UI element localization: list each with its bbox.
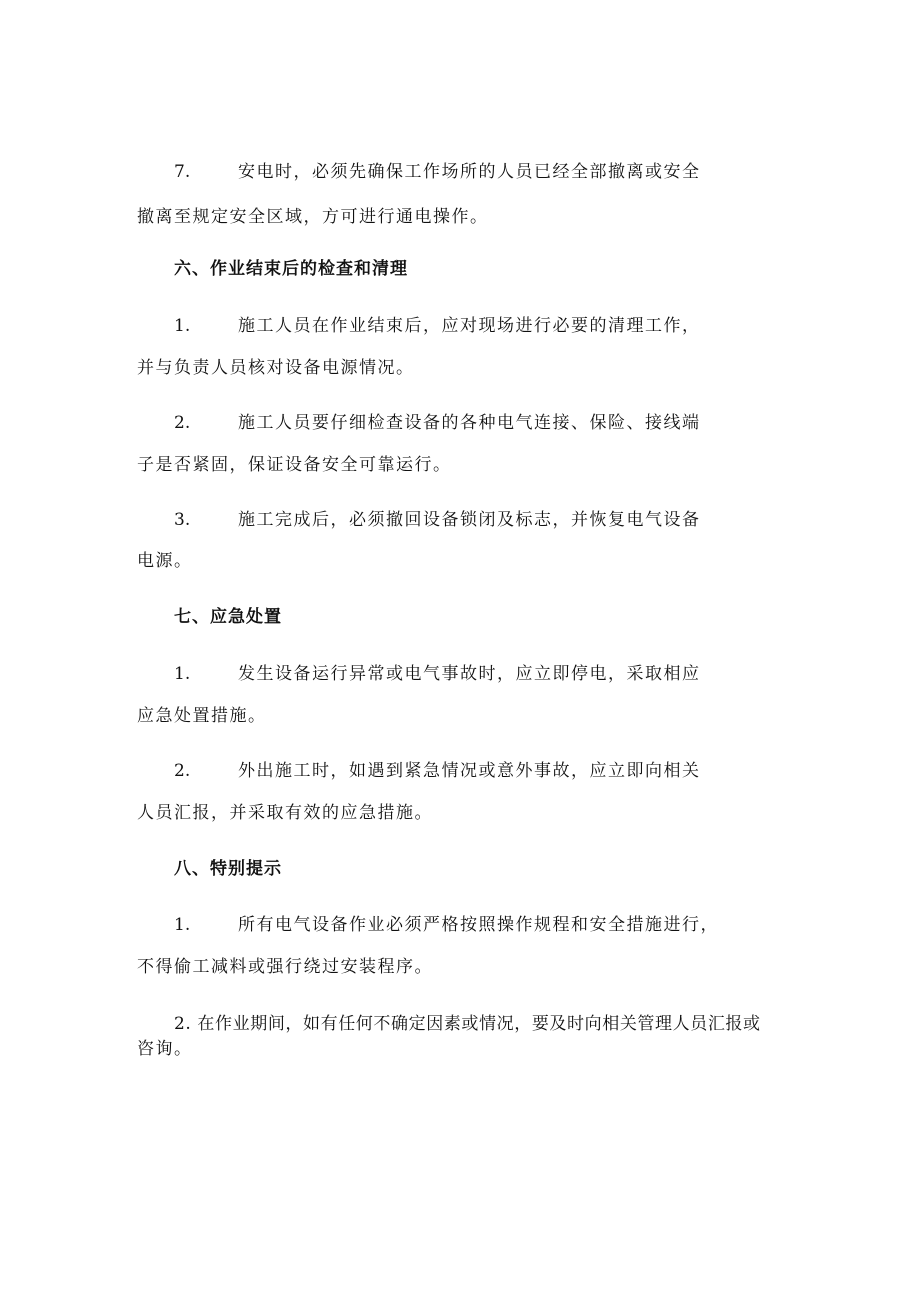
item-number: 1. xyxy=(174,915,191,935)
item-number: 1. xyxy=(174,664,191,684)
item-number: 7. xyxy=(174,162,191,182)
paragraph-line: 施工人员要仔细检查设备的各种电气连接、保险、接线端 xyxy=(238,413,701,433)
paragraph-line: 施工人员在作业结束后，应对现场进行必要的清理工作， xyxy=(238,316,701,336)
paragraph-line: 不得偷工减料或强行绕过安装程序。 xyxy=(137,957,433,977)
paragraph-line: 应急处置措施。 xyxy=(137,706,267,726)
paragraph-line: 电源。 xyxy=(137,551,193,571)
paragraph-line: 外出施工时，如遇到紧急情况或意外事故，应立即向相关 xyxy=(238,761,701,781)
paragraph-line: 并与负责人员核对设备电源情况。 xyxy=(137,358,415,378)
paragraph-line: 安电时，必须先确保工作场所的人员已经全部撤离或安全 xyxy=(238,162,701,182)
item-number: 2. xyxy=(174,761,191,781)
section-heading: 六、作业结束后的检查和清理 xyxy=(174,259,408,279)
section-heading: 七、应急处置 xyxy=(174,607,282,627)
paragraph-line: 施工完成后，必须撤回设备锁闭及标志，并恢复电气设备 xyxy=(238,510,701,530)
paragraph-line: 人员汇报，并采取有效的应急措施。 xyxy=(137,803,433,823)
item-number: 3. xyxy=(174,510,191,530)
section-heading: 八、特别提示 xyxy=(174,859,282,879)
item-number: 1. xyxy=(174,316,191,336)
paragraph-line: 撤离至规定安全区域，方可进行通电操作。 xyxy=(137,207,489,227)
paragraph-line: 所有电气设备作业必须严格按照操作规程和安全措施进行， xyxy=(238,915,719,935)
paragraph-line: 子是否紧固，保证设备安全可靠运行。 xyxy=(137,455,452,475)
paragraph-line: 咨询。 xyxy=(137,1039,193,1059)
paragraph-line: 2. 在作业期间，如有任何不确定因素或情况，要及时向相关管理人员汇报或 xyxy=(174,1014,761,1034)
item-number: 2. xyxy=(174,413,191,433)
paragraph-line: 发生设备运行异常或电气事故时，应立即停电，采取相应 xyxy=(238,664,701,684)
